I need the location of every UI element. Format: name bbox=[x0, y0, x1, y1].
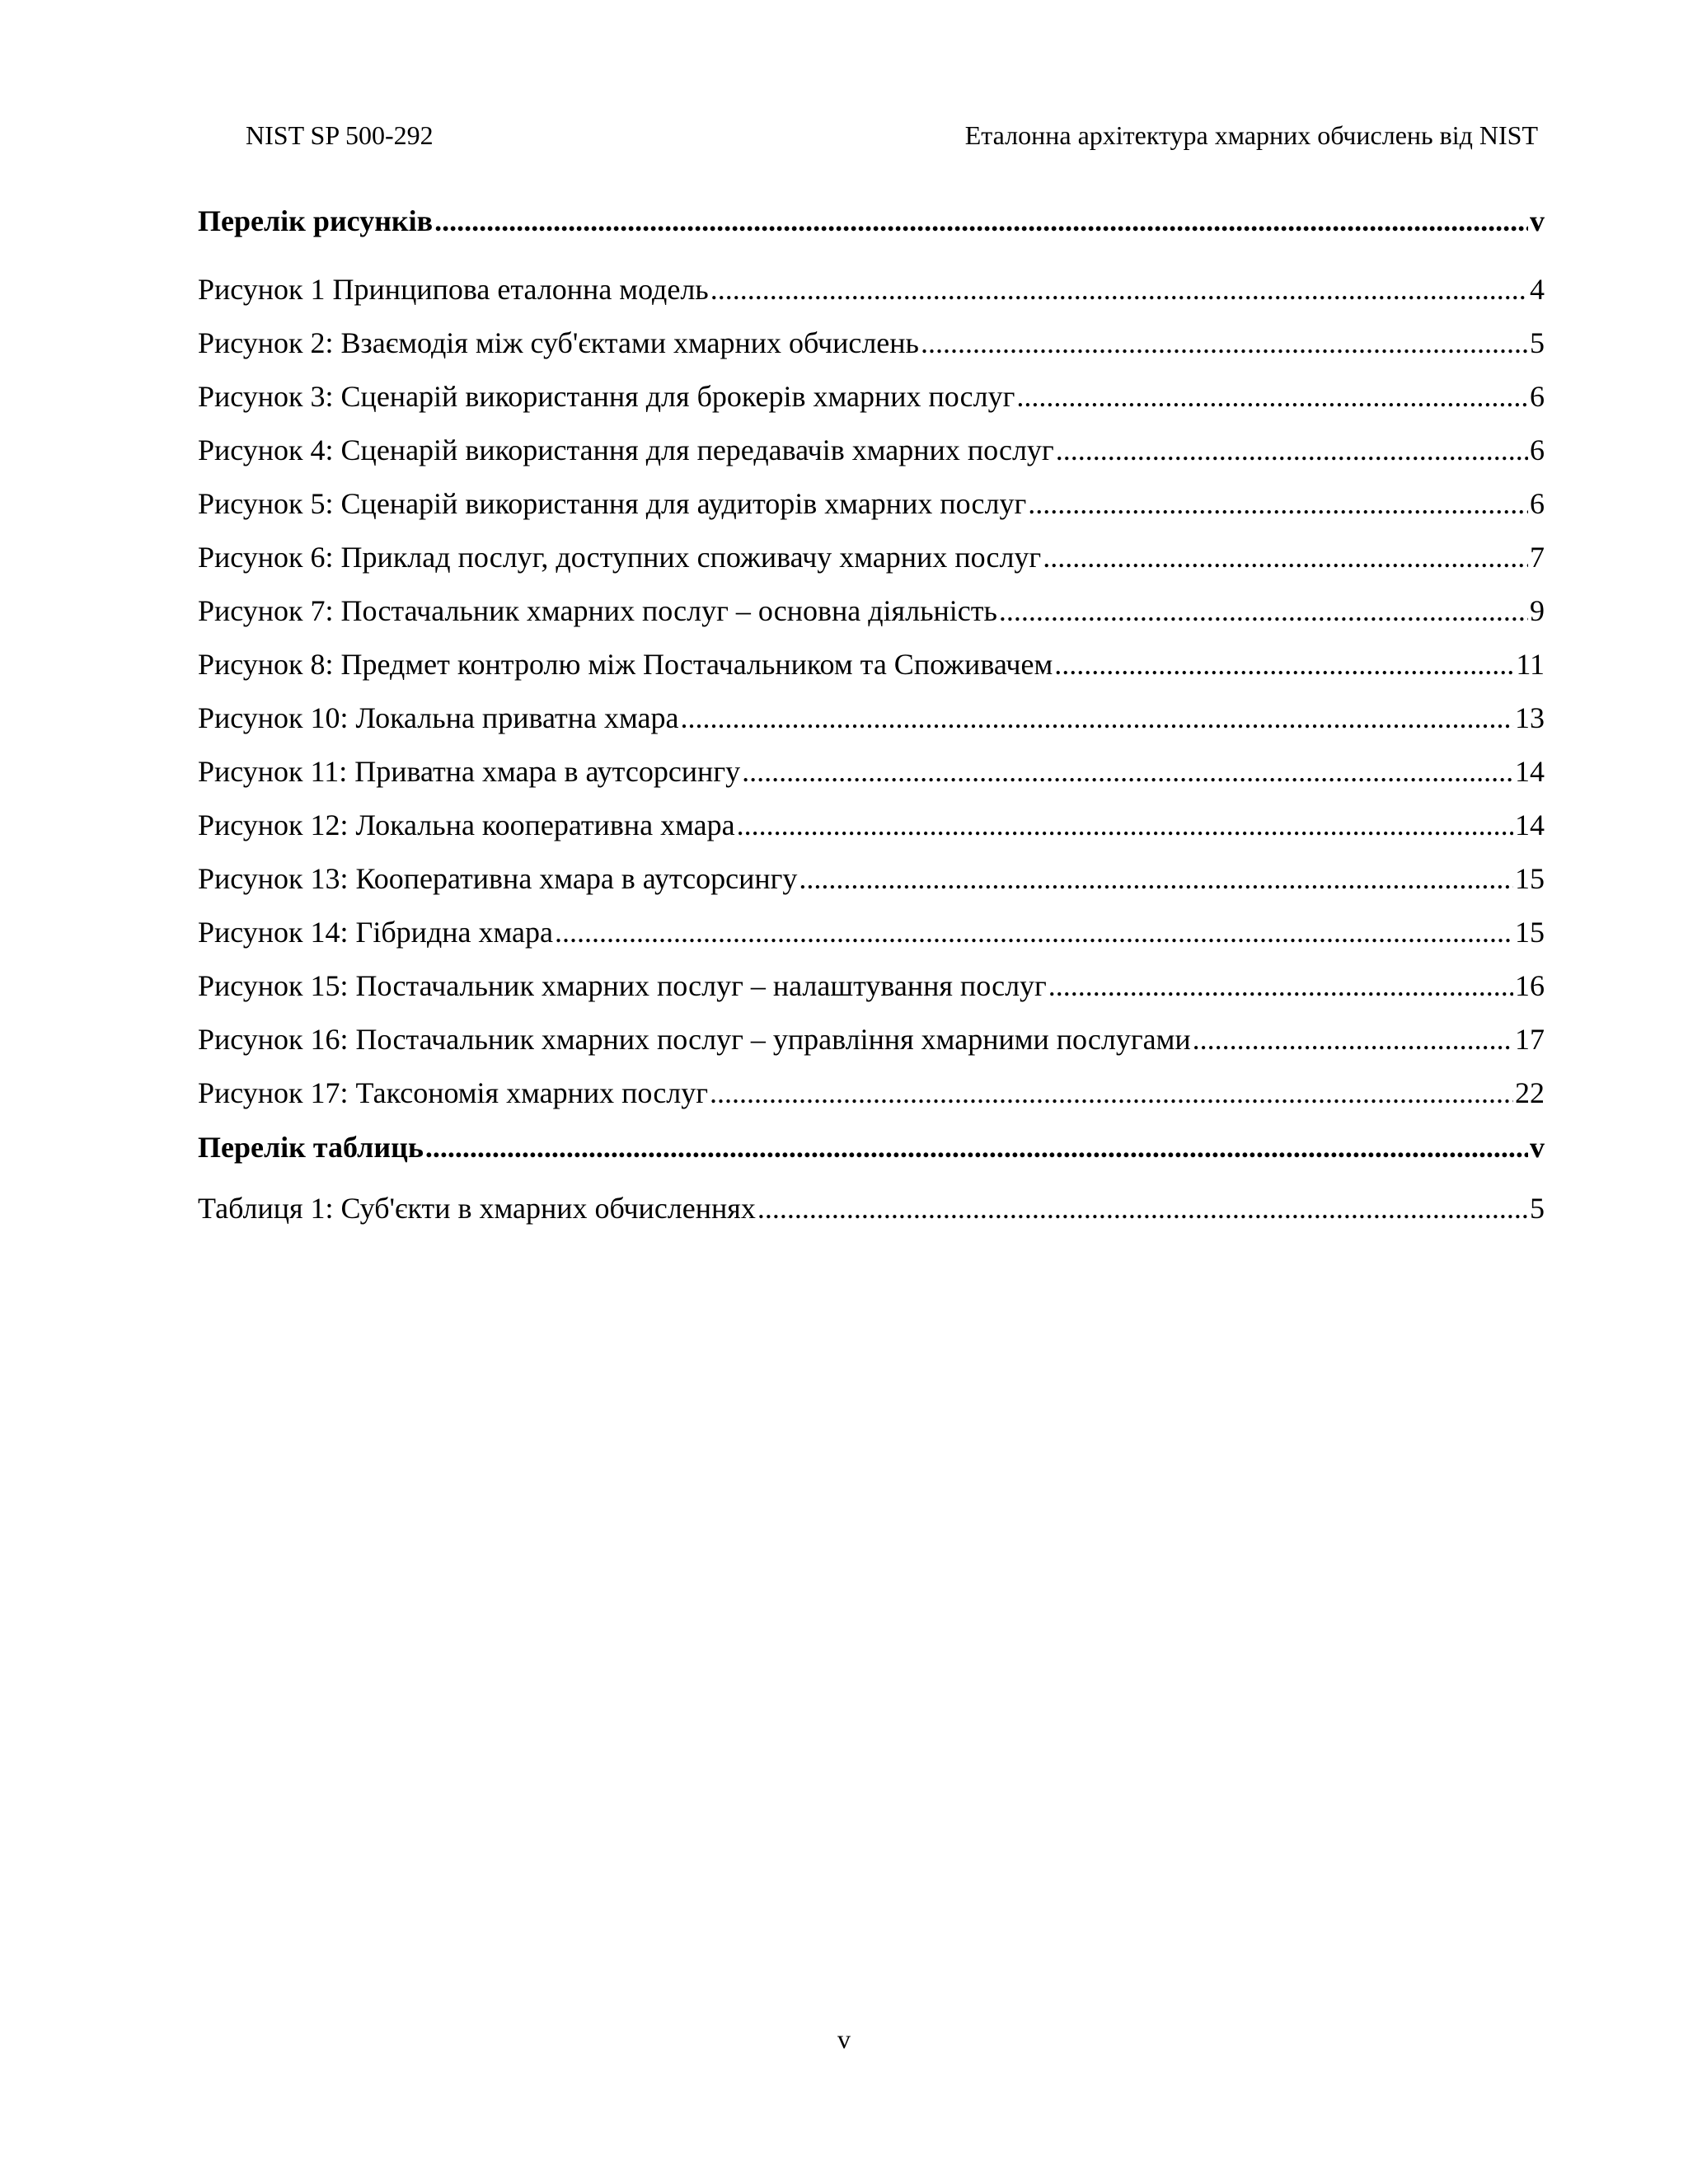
dot-leader bbox=[681, 698, 1513, 738]
toc-page-number: 17 bbox=[1515, 1023, 1545, 1056]
toc-entry-figure[interactable] bbox=[198, 591, 1545, 630]
toc-page-number: 9 bbox=[1530, 594, 1545, 627]
toc-page-number: v bbox=[1530, 204, 1545, 237]
toc-entry-label: Рисунок 3: Сценарій використання для брокерів хмарних послуг bbox=[198, 380, 1015, 413]
toc-entry-label: Рисунок 12: Локальна кооперативна хмара bbox=[198, 808, 735, 841]
dot-leader bbox=[1016, 377, 1528, 416]
toc-entry-figure[interactable] bbox=[198, 698, 1545, 738]
toc-entry-figure[interactable] bbox=[198, 966, 1545, 1005]
toc-page-number: 5 bbox=[1530, 326, 1545, 359]
toc-page-number: 14 bbox=[1515, 755, 1545, 788]
toc-page-number: 7 bbox=[1530, 541, 1545, 574]
toc-entry-label: Рисунок 7: Постачальник хмарних послуг – основна діяльність bbox=[198, 594, 997, 627]
dot-leader bbox=[1043, 537, 1528, 577]
page-number: v bbox=[837, 2024, 851, 2054]
toc-entry-figure[interactable] bbox=[198, 323, 1545, 363]
toc-entry-label: Рисунок 2: Взаємодія між суб'єктами хмарних обчислень bbox=[198, 326, 919, 359]
dot-leader bbox=[757, 1188, 1528, 1228]
header-document-id: NIST SP 500-292 bbox=[246, 120, 434, 150]
toc-entry-figure[interactable] bbox=[198, 537, 1545, 577]
toc-entry-label: Таблиця 1: Суб'єкти в хмарних обчисленнях bbox=[198, 1192, 756, 1225]
toc-entry-figure[interactable] bbox=[198, 912, 1545, 952]
dot-leader bbox=[1056, 430, 1528, 470]
toc-entry-label: Перелік рисунків bbox=[198, 204, 434, 237]
toc-page-number: v bbox=[1530, 1131, 1545, 1164]
tables-list-heading[interactable] bbox=[198, 1127, 1545, 1167]
toc-page-number: 11 bbox=[1516, 648, 1545, 681]
header-document-title: Еталонна архітектура хмарних обчислень від NIST bbox=[964, 120, 1538, 150]
toc-entry-label: Рисунок 4: Сценарій використання для передавачів хмарних послуг bbox=[198, 434, 1054, 466]
dot-leader bbox=[1193, 1019, 1513, 1059]
toc-entry-figure[interactable] bbox=[198, 1073, 1545, 1113]
dot-leader bbox=[425, 1127, 1528, 1167]
toc-entry-label: Рисунок 11: Приватна хмара в аутсорсингу bbox=[198, 755, 741, 788]
toc-entry-figure[interactable] bbox=[198, 484, 1545, 523]
toc-page-number: 15 bbox=[1515, 916, 1545, 949]
toc-entry-label: Рисунок 6: Приклад послуг, доступних споживачу хмарних послуг bbox=[198, 541, 1042, 574]
toc-page-number: 14 bbox=[1515, 808, 1545, 841]
toc-entry-figure[interactable] bbox=[198, 269, 1545, 309]
toc-page-number: 22 bbox=[1515, 1076, 1545, 1109]
toc-entry-figure[interactable] bbox=[198, 805, 1545, 845]
toc-entry-figure[interactable] bbox=[198, 430, 1545, 470]
dot-leader bbox=[737, 805, 1513, 845]
toc-page-number: 6 bbox=[1530, 434, 1545, 466]
dot-leader bbox=[710, 1073, 1513, 1113]
toc-entry-table[interactable] bbox=[198, 1188, 1545, 1228]
dot-leader bbox=[710, 269, 1528, 309]
dot-leader bbox=[999, 591, 1528, 630]
toc-page-number: 5 bbox=[1530, 1192, 1545, 1225]
dot-leader bbox=[1048, 966, 1513, 1005]
dot-leader bbox=[555, 912, 1513, 952]
toc-entry-label: Рисунок 13: Кооперативна хмара в аутсорсингу bbox=[198, 862, 798, 895]
toc-page-number: 6 bbox=[1530, 380, 1545, 413]
toc-entry-label: Рисунок 15: Постачальник хмарних послуг – налаштування послуг bbox=[198, 969, 1047, 1002]
figures-list-heading[interactable] bbox=[198, 201, 1545, 241]
running-header bbox=[246, 117, 1538, 153]
toc-entry-figure[interactable] bbox=[198, 859, 1545, 898]
toc-page-number: 13 bbox=[1515, 701, 1545, 734]
toc-entry-label: Рисунок 16: Постачальник хмарних послуг – управління хмарними послугами bbox=[198, 1023, 1191, 1056]
toc-page-number: 4 bbox=[1530, 273, 1545, 306]
toc-entry-label: Рисунок 14: Гібридна хмара bbox=[198, 916, 553, 949]
dot-leader bbox=[1054, 644, 1514, 684]
toc-entry-figure[interactable] bbox=[198, 377, 1545, 416]
toc-page-number: 16 bbox=[1515, 969, 1545, 1002]
dot-leader bbox=[921, 323, 1528, 363]
toc-page-number: 6 bbox=[1530, 487, 1545, 520]
toc-entry-figure[interactable] bbox=[198, 1019, 1545, 1059]
toc-entry-figure[interactable] bbox=[198, 752, 1545, 791]
toc-entry-label: Перелік таблиць bbox=[198, 1131, 424, 1164]
toc-entry-label: Рисунок 10: Локальна приватна хмара bbox=[198, 701, 679, 734]
toc-entry-figure[interactable] bbox=[198, 644, 1545, 684]
dot-leader bbox=[799, 859, 1513, 898]
toc-entry-label: Рисунок 1 Принципова еталонна модель bbox=[198, 273, 709, 306]
dot-leader bbox=[434, 201, 1528, 241]
toc-entry-label: Рисунок 5: Сценарій використання для аудиторів хмарних послуг bbox=[198, 487, 1027, 520]
toc-page-number: 15 bbox=[1515, 862, 1545, 895]
toc-entry-label: Рисунок 17: Таксономія хмарних послуг bbox=[198, 1076, 709, 1109]
dot-leader bbox=[742, 752, 1513, 791]
toc-entry-label: Рисунок 8: Предмет контролю між Постачальником та Споживачем bbox=[198, 648, 1053, 681]
dot-leader bbox=[1028, 484, 1528, 523]
